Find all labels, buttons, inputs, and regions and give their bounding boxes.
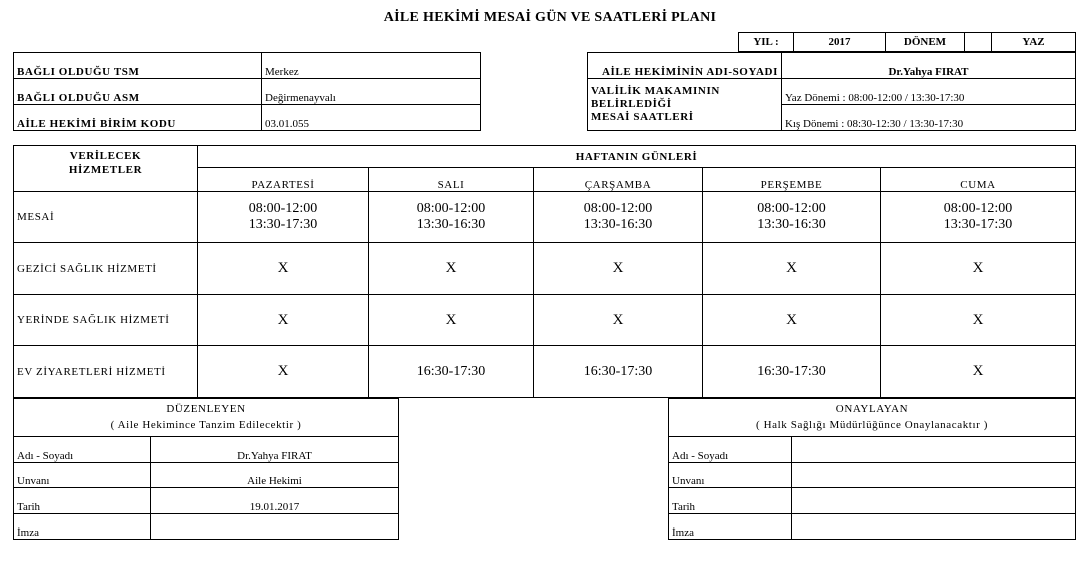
schedule-cell: X bbox=[369, 243, 534, 295]
official-hours-label bbox=[588, 79, 782, 131]
tsm-label: BAĞLI OLDUĞU TSM bbox=[14, 53, 262, 79]
schedule-cell bbox=[881, 192, 1076, 243]
schedule-table bbox=[13, 145, 1076, 398]
official-hours-label-line: MESAİ SAATLERİ bbox=[591, 111, 694, 123]
services-header-line: VERİLECEK bbox=[69, 150, 142, 162]
unit-info-table bbox=[13, 52, 481, 131]
schedule-cell: X bbox=[881, 346, 1076, 398]
schedule-cell: X bbox=[198, 295, 369, 346]
schedule-cell: 16:30-17:30 bbox=[534, 346, 703, 398]
official-hours-label-line: VALİLİK MAKAMININ bbox=[591, 85, 720, 97]
doctor-info-table bbox=[587, 52, 1076, 131]
table-row bbox=[14, 295, 1076, 346]
time-range: 08:00-12:00 bbox=[943, 201, 1013, 216]
approved-name-label: Adı - Soyadı bbox=[669, 437, 792, 463]
time-range: 13:30-16:30 bbox=[416, 217, 486, 232]
prepared-by-title: DÜZENLEYEN bbox=[166, 403, 246, 415]
day-friday: CUMA bbox=[881, 168, 1076, 192]
approved-title-label: Unvanı bbox=[669, 463, 792, 488]
services-header bbox=[14, 146, 198, 192]
schedule-cell bbox=[703, 192, 881, 243]
time-range: 13:30-17:30 bbox=[248, 217, 318, 232]
table-row bbox=[14, 346, 1076, 398]
prepared-name-label: Adı - Soyadı bbox=[14, 437, 151, 463]
schedule-cell: 16:30-17:30 bbox=[703, 346, 881, 398]
approved-by-subtitle: ( Halk Sağlığı Müdürlüğünce Onaylanacaktır ) bbox=[756, 419, 988, 431]
prepared-title-value: Aile Hekimi bbox=[151, 463, 399, 488]
approved-signature-value bbox=[792, 514, 1076, 540]
unit-code-value: 03.01.055 bbox=[262, 105, 481, 131]
table-row bbox=[14, 243, 1076, 295]
schedule-cell: X bbox=[881, 295, 1076, 346]
time-range: 08:00-12:00 bbox=[757, 201, 826, 216]
page-title: AİLE HEKİMİ MESAİ GÜN VE SAATLERİ PLANI bbox=[383, 10, 717, 25]
day-thursday: PERŞEMBE bbox=[703, 168, 881, 192]
approved-title-value bbox=[792, 463, 1076, 488]
prepared-by-table bbox=[13, 398, 399, 540]
day-tuesday: SALI bbox=[369, 168, 534, 192]
prepared-date-label: Tarih bbox=[14, 488, 151, 514]
schedule-cell: X bbox=[881, 243, 1076, 295]
summer-hours: Yaz Dönemi : 08:00-12:00 / 13:30-17:30 bbox=[781, 79, 1075, 105]
time-range: 08:00-12:00 bbox=[248, 201, 318, 216]
term-value: YAZ bbox=[992, 33, 1076, 52]
asm-label: BAĞLI OLDUĞU ASM bbox=[14, 79, 262, 105]
approved-by-table bbox=[668, 398, 1076, 540]
year-label: YIL : bbox=[739, 33, 794, 52]
asm-value: Değirmenayvalı bbox=[262, 79, 481, 105]
days-header: HAFTANIN GÜNLERİ bbox=[198, 146, 1076, 168]
row-label-mobile-health: GEZİCİ SAĞLIK HİZMETİ bbox=[14, 243, 198, 295]
schedule-cell: X bbox=[198, 243, 369, 295]
schedule-cell bbox=[198, 192, 369, 243]
unit-code-label: AİLE HEKİMİ BİRİM KODU bbox=[14, 105, 262, 131]
time-range: 13:30-17:30 bbox=[943, 217, 1013, 232]
prepared-by-header bbox=[14, 399, 399, 437]
approved-date-label: Tarih bbox=[669, 488, 792, 514]
schedule-cell: X bbox=[703, 295, 881, 346]
schedule-cell: X bbox=[534, 295, 703, 346]
schedule-cell: 16:30-17:30 bbox=[369, 346, 534, 398]
day-wednesday: ÇARŞAMBA bbox=[534, 168, 703, 192]
prepared-by-subtitle: ( Aile Hekimince Tanzim Edilecektir ) bbox=[110, 419, 302, 431]
day-monday: PAZARTESİ bbox=[198, 168, 369, 192]
schedule-cell bbox=[534, 192, 703, 243]
official-hours-label-line: BELİRLEDİĞİ bbox=[591, 98, 672, 110]
schedule-cell: X bbox=[369, 295, 534, 346]
time-range: 13:30-16:30 bbox=[757, 217, 826, 232]
prepared-name-value: Dr.Yahya FIRAT bbox=[151, 437, 399, 463]
approved-signature-label: İmza bbox=[669, 514, 792, 540]
tsm-value: Merkez bbox=[262, 53, 481, 79]
services-header-line: HİZMETLER bbox=[68, 164, 143, 176]
prepared-signature-value bbox=[151, 514, 399, 540]
time-range: 08:00-12:00 bbox=[416, 201, 486, 216]
schedule-cell bbox=[369, 192, 534, 243]
doctor-name: Dr.Yahya FIRAT bbox=[781, 53, 1075, 79]
table-row bbox=[14, 192, 1076, 243]
winter-hours: Kış Dönemi : 08:30-12:30 / 13:30-17:30 bbox=[781, 105, 1075, 131]
prepared-signature-label: İmza bbox=[14, 514, 151, 540]
approved-by-title: ONAYLAYAN bbox=[835, 403, 909, 415]
schedule-cell: X bbox=[534, 243, 703, 295]
period-table bbox=[738, 32, 1076, 52]
row-label-onsite-health: YERİNDE SAĞLIK HİZMETİ bbox=[14, 295, 198, 346]
year-value: 2017 bbox=[794, 33, 886, 52]
time-range: 13:30-16:30 bbox=[583, 217, 653, 232]
row-label-home-visits: EV ZİYARETLERİ HİZMETİ bbox=[14, 346, 198, 398]
row-label-mesai: MESAİ bbox=[14, 192, 198, 243]
schedule-cell: X bbox=[703, 243, 881, 295]
term-label: DÖNEM bbox=[886, 33, 965, 52]
approved-by-header bbox=[669, 399, 1076, 437]
empty-cell bbox=[965, 33, 992, 52]
approved-date-value bbox=[792, 488, 1076, 514]
schedule-cell: X bbox=[198, 346, 369, 398]
prepared-title-label: Unvanı bbox=[14, 463, 151, 488]
prepared-date-value: 19.01.2017 bbox=[151, 488, 399, 514]
doctor-label: AİLE HEKİMİNİN ADI-SOYADI bbox=[588, 53, 782, 79]
time-range: 08:00-12:00 bbox=[583, 201, 653, 216]
approved-name-value bbox=[792, 437, 1076, 463]
